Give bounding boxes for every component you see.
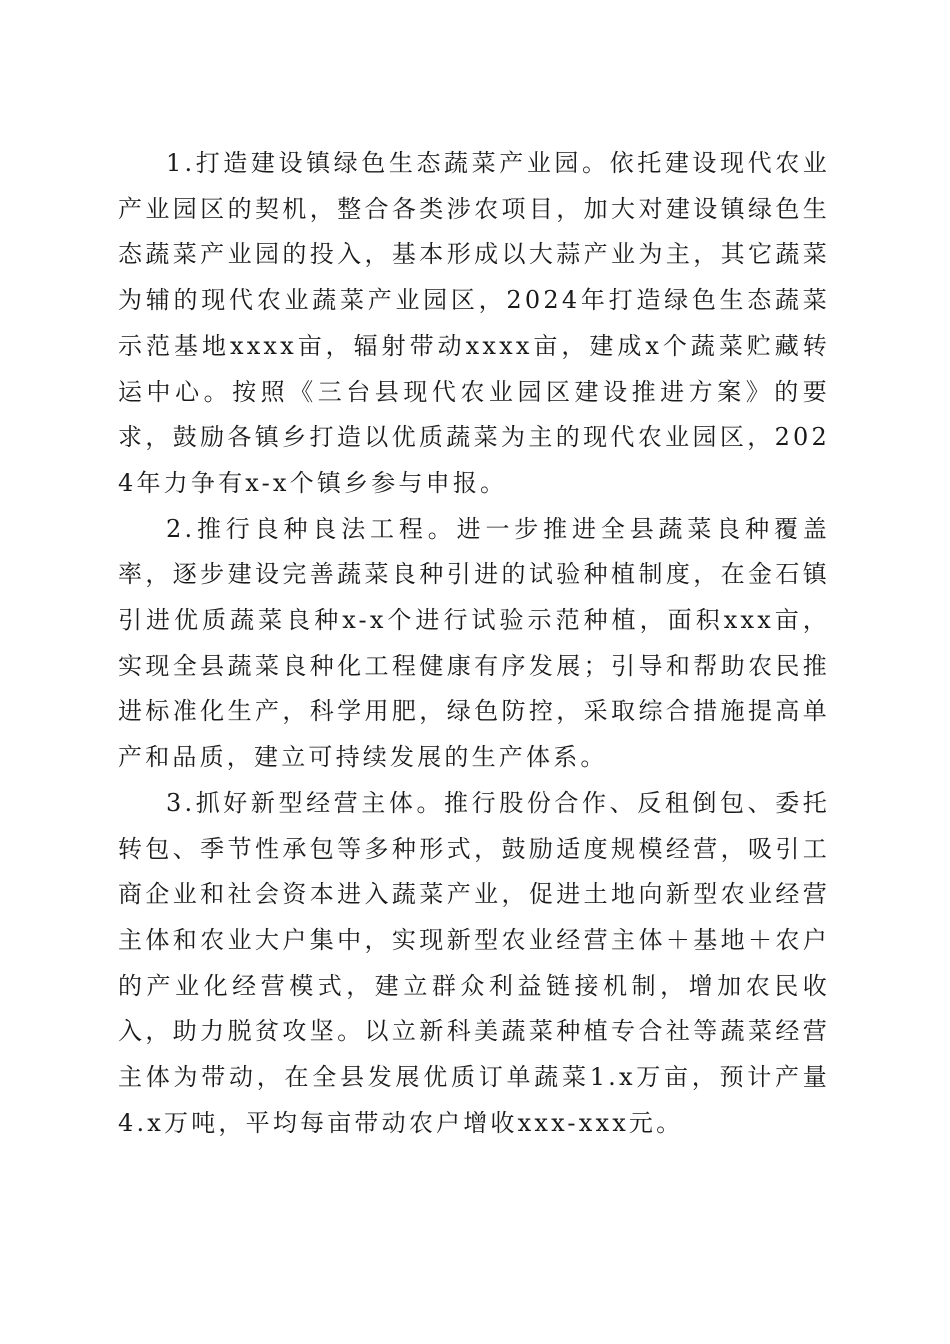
paragraph-3: 3.抓好新型经营主体。推行股份合作、反租倒包、委托转包、季节性承包等多种形式，鼓励适度规模经营，吸引工商企业和社会资本进入蔬菜产业，促进土地向新型农业经营主体和农业大户集中，实现新型农业经营主体＋基地＋农户的产业化经营模式，建立群众利益链接机制，增加农民收入，助力脱贫攻坚。以立新科美蔬菜种植专合社等蔬菜经营主体为带动，在全县发展优质订单蔬菜1.x万亩，预计产量4.x万吨，平均每亩带动农户增收xxx-xxx元。 <box>118 788 830 1137</box>
document-body <box>118 141 830 1146</box>
paragraph-2: 2.推行良种良法工程。进一步推进全县蔬菜良种覆盖率，逐步建设完善蔬菜良种引进的试验种植制度，在金石镇引进优质蔬菜良种x-x个进行试验示范种植，面积xxx亩，实现全县蔬菜良种化工程健康有序发展；引导和帮助农民推进标准化生产，科学用肥，绿色防控，采取综合措施提高单产和品质，建立可持续发展的生产体系。 <box>118 514 830 772</box>
paragraph-1: 1.打造建设镇绿色生态蔬菜产业园。依托建设现代农业产业园区的契机，整合各类涉农项目，加大对建设镇绿色生态蔬菜产业园的投入，基本形成以大蒜产业为主，其它蔬菜为辅的现代农业蔬菜产业园区，2024年打造绿色生态蔬菜示范基地xxxx亩，辐射带动xxxx亩，建成x个蔬菜贮藏转运中心。按照《三台县现代农业园区建设推进方案》的要求，鼓励各镇乡打造以优质蔬菜为主的现代农业园区，2024年力争有x-x个镇乡参与申报。 <box>118 149 830 497</box>
